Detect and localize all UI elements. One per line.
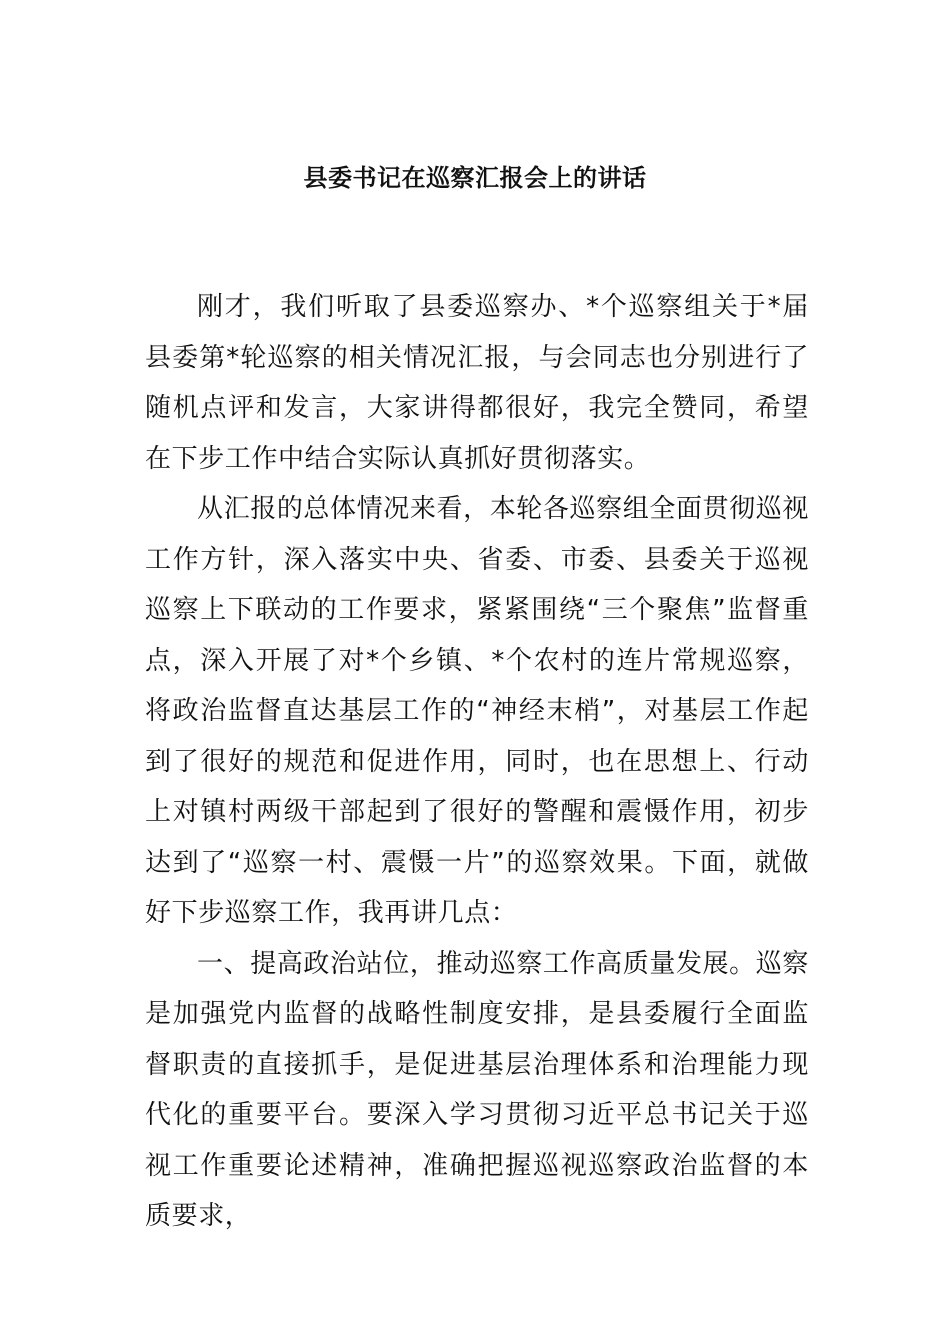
document-body	[145, 282, 809, 1242]
paragraph-opening: 刚才，我们听取了县委巡察办、*个巡察组关于*届县委第*轮巡察的相关情况汇报，与会同志也分别进行了随机点评和发言，大家讲得都很好，我完全赞同，希望在下步工作中结合实际认真抓好贯彻落实。	[145, 292, 809, 474]
document-title: 县委书记在巡察汇报会上的讲话	[303, 164, 647, 192]
paragraph-overview: 从汇报的总体情况来看，本轮各巡察组全面贯彻巡视工作方针，深入落实中央、省委、市委、县委关于巡视巡察上下联动的工作要求，紧紧围绕“三个聚焦”监督重点，深入开展了对*个乡镇、*个农村的连片常规巡察，将政治监督直达基层工作的“神经末梢”，对基层工作起到了很好的规范和促进作用，同时，也在思想上、行动上对镇村两级干部起到了很好的警醒和震慑作用，初步达到了“巡察一村、震慑一片”的巡察效果。下面，就做好下步巡察工作，我再讲几点：	[145, 494, 809, 928]
paragraph-point-one: 一、提高政治站位，推动巡察工作高质量发展。巡察是加强党内监督的战略性制度安排，是县委履行全面监督职责的直接抓手，是促进基层治理体系和治理能力现代化的重要平台。要深入学习贯彻习近平总书记关于巡视工作重要论述精神，准确把握巡视巡察政治监督的本质要求，	[145, 948, 809, 1231]
